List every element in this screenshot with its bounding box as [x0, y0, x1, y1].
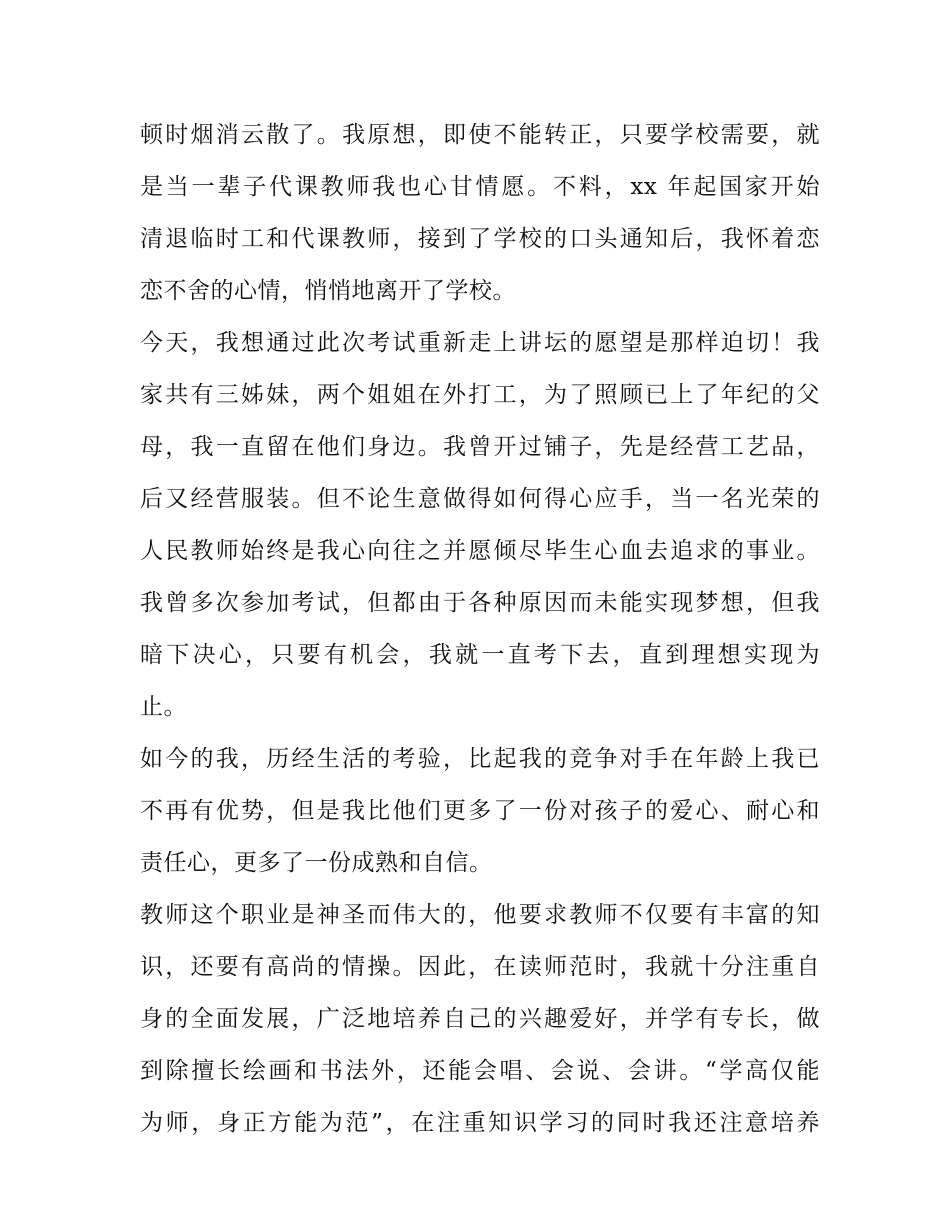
text-line: 清退临时工和代课教师，接到了学校的口头通知后，我怀着恋 — [140, 226, 820, 252]
text-line: 是当一辈子代课教师我也心甘情愿。不料，xx 年起国家开始 — [140, 174, 820, 200]
text-line: 止。 — [140, 694, 187, 720]
text-line: 身的全面发展，广泛地培养自己的兴趣爱好，并学有专长，做 — [140, 1006, 820, 1032]
text-line: 为师，身正方能为范”，在注重知识学习的同时我还注意培养 — [140, 1110, 820, 1136]
text-line: 到除擅长绘画和书法外，还能会唱、会说、会讲。“学高仅能 — [140, 1058, 820, 1084]
text-line: 家共有三姊妹，两个姐姐在外打工，为了照顾已上了年纪的父 — [140, 382, 820, 408]
text-line: 不再有优势，但是我比他们更多了一份对孩子的爱心、耐心和 — [140, 798, 820, 824]
text-line: 人民教师始终是我心向往之并愿倾尽毕生心血去追求的事业。 — [140, 538, 820, 564]
text-line: 识，还要有高尚的情操。因此，在读师范时，我就十分注重自 — [140, 954, 820, 980]
text-line: 顿时烟消云散了。我原想，即使不能转正，只要学校需要，就 — [140, 122, 820, 148]
text-line: 我曾多次参加考试，但都由于各种原因而未能实现梦想，但我 — [140, 590, 820, 616]
text-line: 恋不舍的心情，悄悄地离开了学校。 — [140, 278, 516, 304]
text-line: 如今的我，历经生活的考验，比起我的竞争对手在年龄上我已 — [140, 746, 820, 772]
text-line: 暗下决心，只要有机会，我就一直考下去，直到理想实现为 — [140, 642, 820, 668]
text-line: 母，我一直留在他们身边。我曾开过铺子，先是经营工艺品， — [140, 434, 820, 460]
text-line: 教师这个职业是神圣而伟大的，他要求教师不仅要有丰富的知 — [140, 902, 820, 928]
text-line: 后又经营服装。但不论生意做得如何得心应手，当一名光荣的 — [140, 486, 820, 512]
text-line: 今天，我想通过此次考试重新走上讲坛的愿望是那样迫切！我 — [140, 330, 820, 356]
document-body-text — [140, 109, 820, 1149]
text-line: 责任心，更多了一份成熟和自信。 — [140, 850, 493, 876]
